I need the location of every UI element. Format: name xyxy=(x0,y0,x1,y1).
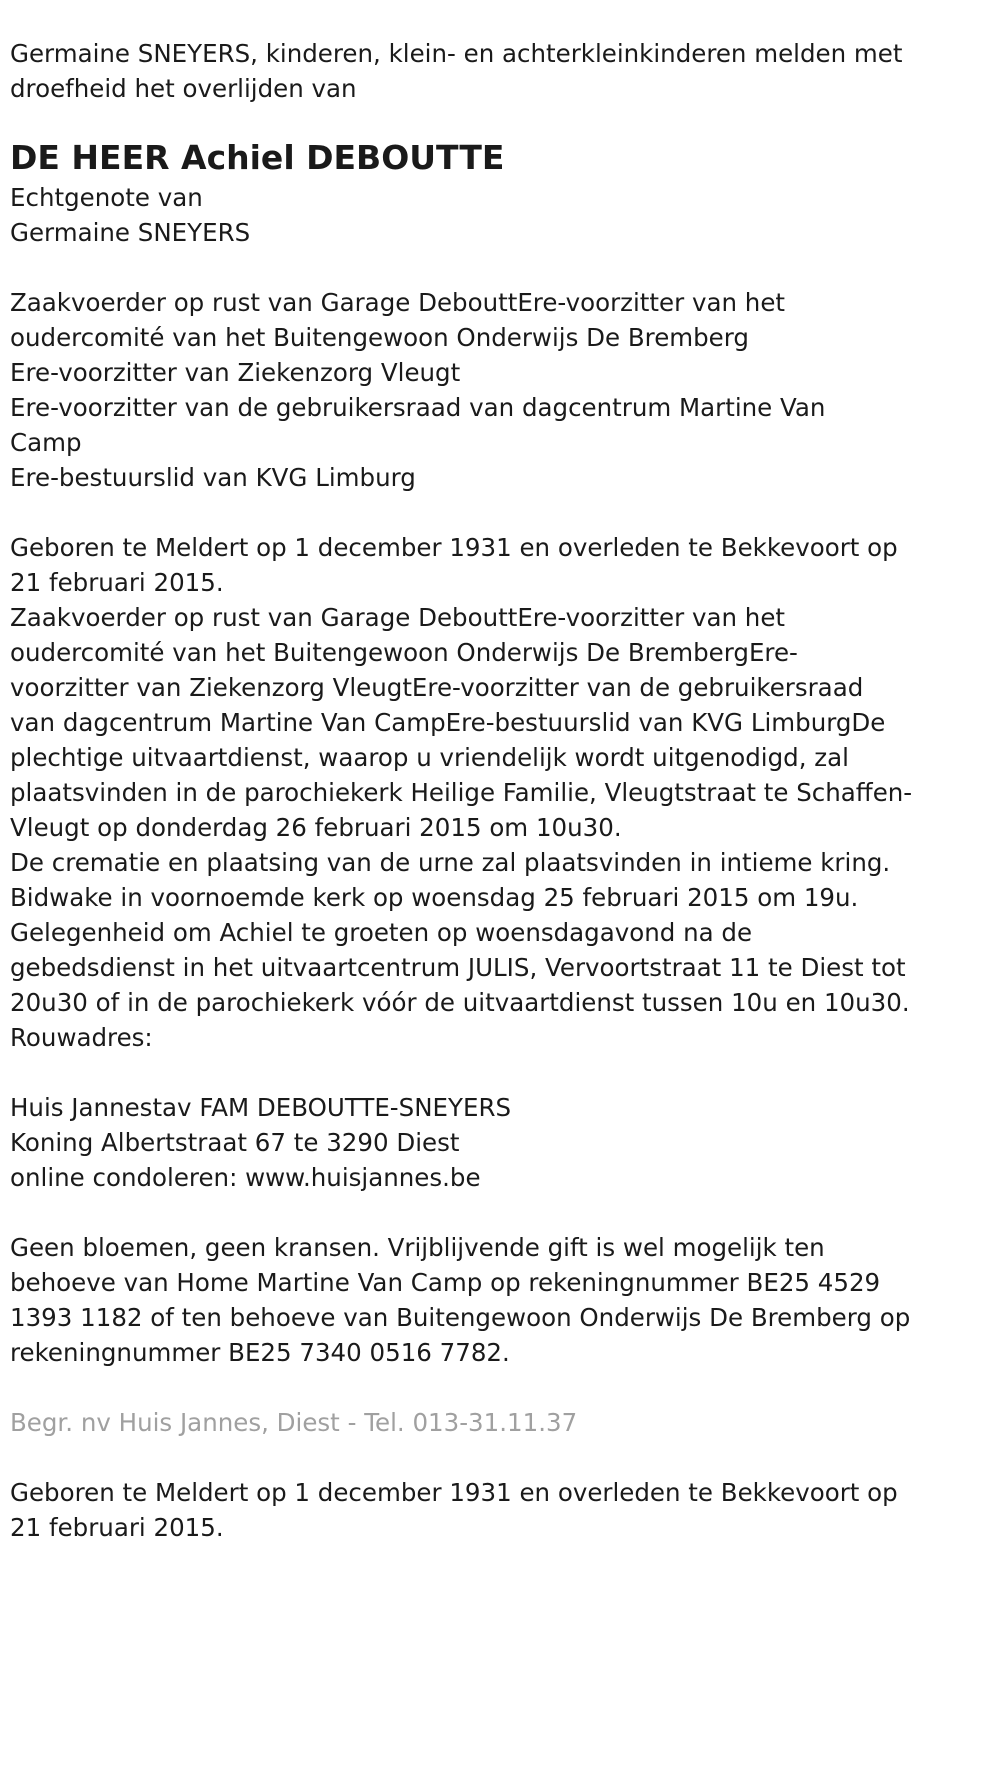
footer-paragraph xyxy=(10,1475,970,1545)
intro-line: Germaine SNEYERS, kinderen, klein- en achterkleinkinderen melden met xyxy=(10,39,903,68)
titles-line: oudercomité van het Buitengewoon Onderwijs De Bremberg xyxy=(10,323,749,352)
details-line: oudercomité van het Buitengewoon Onderwijs De BrembergEre- xyxy=(10,638,798,667)
details-line: van dagcentrum Martine Van CampEre-bestuurslid van KVG LimburgDe xyxy=(10,708,886,737)
titles-line: Camp xyxy=(10,428,82,457)
titles-line: Ere-voorzitter van de gebruikersraad van dagcentrum Martine Van xyxy=(10,393,826,422)
funeral-home-paragraph xyxy=(10,1405,970,1440)
deceased-name: DE HEER Achiel DEBOUTTE xyxy=(10,138,505,177)
donation-line: behoeve van Home Martine Van Camp op rekeningnummer BE25 4529 xyxy=(10,1268,881,1297)
details-line: plaatsvinden in de parochiekerk Heilige Familie, Vleugtstraat te Schaffen- xyxy=(10,778,913,807)
details-line: Gelegenheid om Achiel te groeten op woensdagavond na de xyxy=(10,918,753,947)
details-line: Geboren te Meldert op 1 december 1931 en overleden te Bekkevoort op xyxy=(10,533,898,562)
address-paragraph xyxy=(10,1090,970,1195)
details-line: 21 februari 2015. xyxy=(10,568,224,597)
titles-paragraph xyxy=(10,285,970,495)
donation-line: Geen bloemen, geen kransen. Vrijblijvende gift is wel mogelijk ten xyxy=(10,1233,825,1262)
condolence-link-line: online condoleren: www.huisjannes.be xyxy=(10,1163,481,1192)
intro-paragraph xyxy=(10,36,970,106)
titles-line: Zaakvoerder op rust van Garage DebouttEre-voorzitter van het xyxy=(10,288,785,317)
address-line: Koning Albertstraat 67 te 3290 Diest xyxy=(10,1128,460,1157)
details-line: gebedsdienst in het uitvaartcentrum JULIS, Vervoortstraat 11 te Diest tot xyxy=(10,953,906,982)
details-line: Zaakvoerder op rust van Garage DebouttEre-voorzitter van het xyxy=(10,603,785,632)
relation-line: Germaine SNEYERS xyxy=(10,218,251,247)
details-paragraph xyxy=(10,530,970,1055)
details-line: 20u30 of in de parochiekerk vóór de uitvaartdienst tussen 10u en 10u30. xyxy=(10,988,910,1017)
relation-line: Echtgenote van xyxy=(10,183,203,212)
relation-paragraph xyxy=(10,180,970,250)
funeral-home-line: Begr. nv Huis Jannes, Diest - Tel. 013-31.11.37 xyxy=(10,1408,578,1437)
donation-paragraph xyxy=(10,1230,970,1370)
details-line: Rouwadres: xyxy=(10,1023,153,1052)
donation-line: 1393 1182 of ten behoeve van Buitengewoon Onderwijs De Bremberg op xyxy=(10,1303,911,1332)
intro-line: droefheid het overlijden van xyxy=(10,74,357,103)
footer-line: Geboren te Meldert op 1 december 1931 en overleden te Bekkevoort op xyxy=(10,1478,898,1507)
titles-line: Ere-bestuurslid van KVG Limburg xyxy=(10,463,416,492)
details-line: De crematie en plaatsing van de urne zal plaatsvinden in intieme kring. xyxy=(10,848,891,877)
footer-line: 21 februari 2015. xyxy=(10,1513,224,1542)
titles-line: Ere-voorzitter van Ziekenzorg Vleugt xyxy=(10,358,461,387)
details-line: Bidwake in voornoemde kerk op woensdag 25 februari 2015 om 19u. xyxy=(10,883,859,912)
details-line: Vleugt op donderdag 26 februari 2015 om 10u30. xyxy=(10,813,622,842)
details-line: voorzitter van Ziekenzorg VleugtEre-voorzitter van de gebruikersraad xyxy=(10,673,864,702)
donation-line: rekeningnummer BE25 7340 0516 7782. xyxy=(10,1338,510,1367)
address-line: Huis Jannestav FAM DEBOUTTE-SNEYERS xyxy=(10,1093,512,1122)
details-line: plechtige uitvaartdienst, waarop u vriendelijk wordt uitgenodigd, zal xyxy=(10,743,849,772)
